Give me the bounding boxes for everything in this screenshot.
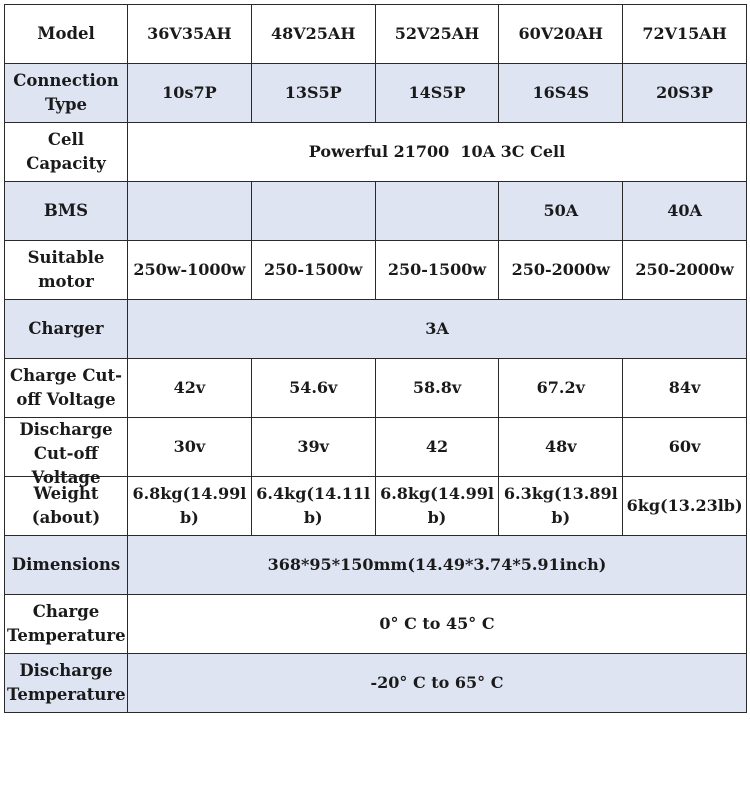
connection-type-label: Connection Type xyxy=(5,64,128,123)
battery-spec-table xyxy=(4,4,747,713)
row-bms xyxy=(5,182,747,241)
weight-value: 6.8kg(14.99lb) xyxy=(128,477,252,536)
dimensions-label: Dimensions xyxy=(5,536,128,595)
suitable-motor-value: 250-1500w xyxy=(375,241,499,300)
suitable-motor-value: 250-1500w xyxy=(251,241,375,300)
weight-value: 6.3kg(13.89lb) xyxy=(499,477,623,536)
row-discharge-cutoff-voltage xyxy=(5,418,747,477)
model-52v25ah: 52V25AH xyxy=(375,5,499,64)
row-charger xyxy=(5,300,747,359)
suitable-motor-value: 250-2000w xyxy=(623,241,747,300)
discharge-cutoff-voltage-value: 30v xyxy=(128,418,252,477)
bms-value: 50A xyxy=(499,182,623,241)
discharge-temperature-label: Discharge Temperature xyxy=(5,654,128,713)
charge-cutoff-voltage-value: 84v xyxy=(623,359,747,418)
cell-capacity-label: Cell Capacity xyxy=(5,123,128,182)
charge-cutoff-voltage-value: 42v xyxy=(128,359,252,418)
charge-cutoff-voltage-value: 54.6v xyxy=(251,359,375,418)
connection-type-value: 10s7P xyxy=(128,64,252,123)
charge-cutoff-voltage-label: Charge Cut-off Voltage xyxy=(5,359,128,418)
bms-label: BMS xyxy=(5,182,128,241)
bms-value xyxy=(128,182,252,241)
suitable-motor-label: Suitable motor xyxy=(5,241,128,300)
model-36v35ah: 36V35AH xyxy=(128,5,252,64)
suitable-motor-value: 250-2000w xyxy=(499,241,623,300)
row-weight xyxy=(5,477,747,536)
row-model xyxy=(5,5,747,64)
model-72v15ah: 72V15AH xyxy=(623,5,747,64)
connection-type-value: 13S5P xyxy=(251,64,375,123)
charge-temperature-value: 0° C to 45° C xyxy=(128,595,747,654)
bms-value xyxy=(251,182,375,241)
charger-value: 3A xyxy=(128,300,747,359)
model-label: Model xyxy=(5,5,128,64)
discharge-cutoff-voltage-label-text: Discharge Cut-off Voltage xyxy=(19,420,113,487)
discharge-cutoff-voltage-value: 39v xyxy=(251,418,375,477)
connection-type-value: 20S3P xyxy=(623,64,747,123)
discharge-cutoff-voltage-label xyxy=(5,418,128,487)
suitable-motor-value: 250w-1000w xyxy=(128,241,252,300)
connection-type-value: 16S4S xyxy=(499,64,623,123)
connection-type-value: 14S5P xyxy=(375,64,499,123)
row-dimensions xyxy=(5,536,747,595)
charge-cutoff-voltage-value: 67.2v xyxy=(499,359,623,418)
weight-value: 6.4kg(14.11lb) xyxy=(251,477,375,536)
weight-label: Weight (about) xyxy=(5,477,128,536)
discharge-cutoff-voltage-value: 48v xyxy=(499,418,623,477)
row-connection-type xyxy=(5,64,747,123)
row-charge-temperature xyxy=(5,595,747,654)
row-cell-capacity xyxy=(5,123,747,182)
row-charge-cutoff-voltage xyxy=(5,359,747,418)
discharge-cutoff-voltage-value: 60v xyxy=(623,418,747,477)
bms-value xyxy=(375,182,499,241)
row-suitable-motor xyxy=(5,241,747,300)
model-60v20ah: 60V20AH xyxy=(499,5,623,64)
discharge-temperature-value: -20° C to 65° C xyxy=(128,654,747,713)
weight-value: 6.8kg(14.99lb) xyxy=(375,477,499,536)
cell-capacity-value: Powerful 21700 10A 3C Cell xyxy=(128,123,747,182)
charge-temperature-label: Charge Temperature xyxy=(5,595,128,654)
weight-value: 6kg(13.23lb) xyxy=(623,477,747,536)
charger-label: Charger xyxy=(5,300,128,359)
bms-value: 40A xyxy=(623,182,747,241)
model-48v25ah: 48V25AH xyxy=(251,5,375,64)
row-discharge-temperature xyxy=(5,654,747,713)
dimensions-value: 368*95*150mm(14.49*3.74*5.91inch) xyxy=(128,536,747,595)
charge-cutoff-voltage-value: 58.8v xyxy=(375,359,499,418)
discharge-cutoff-voltage-value: 42 xyxy=(375,418,499,477)
